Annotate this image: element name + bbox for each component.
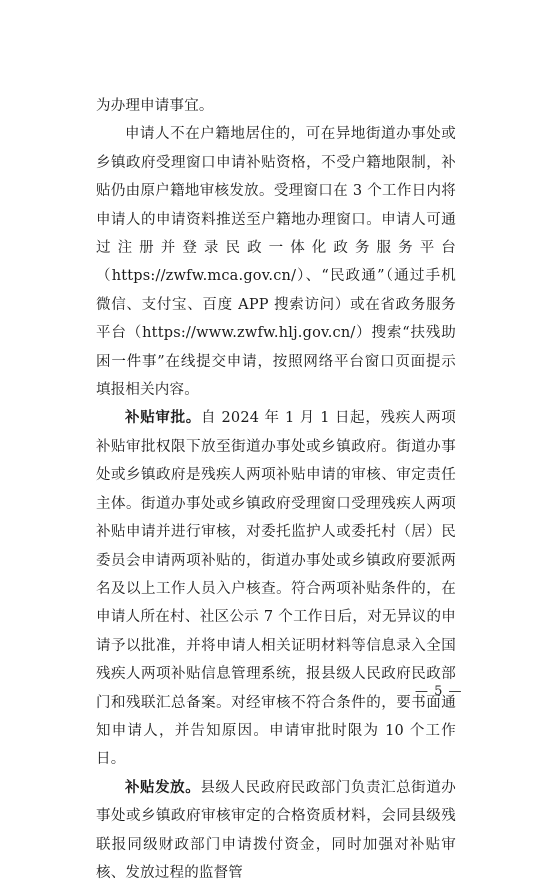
paragraph-heading: 补贴发放。 bbox=[125, 778, 201, 796]
paragraph-text: 县级人民政府民政部门负责汇总街道办事处或乡镇政府审核审定的合格资质材料，会同县级残联报同级财政部门申请拨付资金，同时加强对补贴审核、发放过程的监督管 bbox=[96, 779, 456, 881]
paragraph-subsidy-distribution bbox=[96, 774, 456, 887]
paragraph-text: 为办理申请事宜。 bbox=[96, 98, 214, 114]
paragraph-heading: 补贴审批。 bbox=[125, 409, 201, 427]
paragraph-text: 自 2024 年 1 月 1 日起，残疾人两项补贴审批权限下放至街道办事处或乡镇政府。街道办事处或乡镇政府是残疾人两项补贴申请的审核、审定责任主体。街道办事处或乡镇政府受理窗口受理残疾人两项补贴申请并进行审核，对委托监护人或委托村（居）民委员会申请两项补贴的，街道办事处或乡镇政府要派两名及以上工作人员入户核查。符合两项补贴条件的，在申请人所在村、社区公示 7 个工作日后，对无异议的申请予以批准，并将申请人相关证明材料等信息录入全国残疾人两项补贴信息管理系统，报县级人民政府民政部门和残联汇总备案。对经审核不符合条件的，要书面通知申请人，并告知原因。申请审批时限为 10 个工作日。 bbox=[96, 410, 457, 768]
page-number: — 5 — bbox=[415, 684, 463, 699]
document-body bbox=[96, 92, 456, 887]
paragraph-subsidy-approval bbox=[96, 404, 456, 773]
paragraph-continuation bbox=[96, 92, 456, 120]
paragraph-application-location bbox=[96, 120, 456, 404]
paragraph-text: 申请人不在户籍地居住的，可在异地街道办事处或乡镇政府受理窗口申请补贴资格，不受户籍地限制，补贴仍由原户籍地审核发放。受理窗口在 3 个工作日内将申请人的申请资料推送至户籍地办理窗口。申请人可通过注册并登录民政一体化政务服务平台（https://zwfw.mca.gov.cn/）、“民政通”（通过手机微信、支付宝、百度 APP 搜索访问）或在省政务服务平台（https://www.zwfw.hlj.gov.cn/）搜索“扶残助困一件事”在线提交申请，按照网络平台窗口页面提示填报相关内容。 bbox=[96, 126, 456, 399]
